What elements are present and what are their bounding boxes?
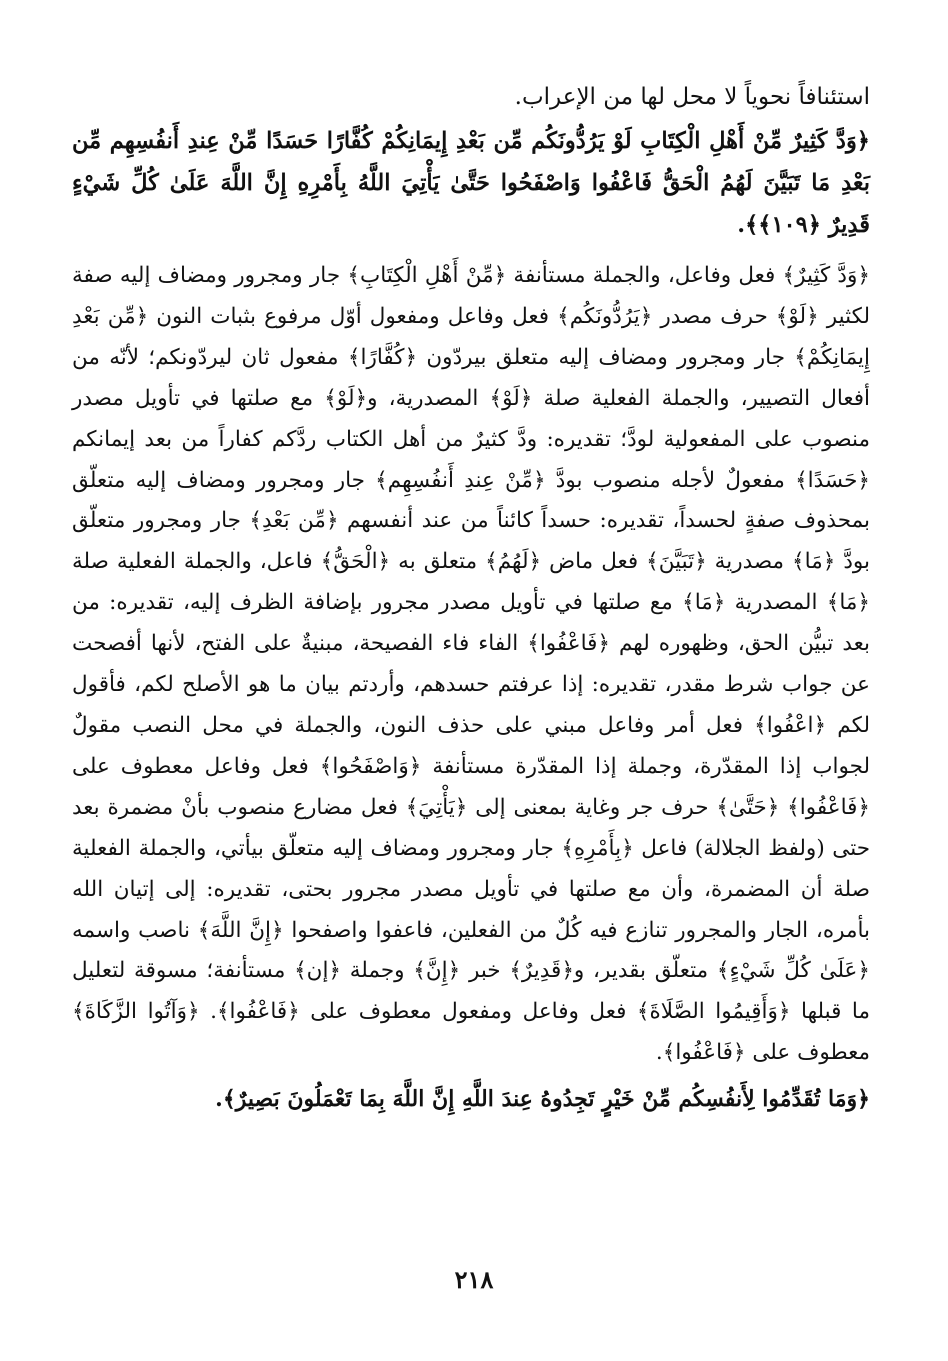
quran-verse-110: ﴿وَمَا تُقَدِّمُوا لِأَنفُسِكُم مِّنْ خَيْرٍ تَجِدُوهُ عِندَ اللَّهِ إِنَّ اللَّهَ بِمَا تَعْمَلُونَ بَصِيرٌ﴾. <box>215 1086 870 1113</box>
intro-line: استئنافاً نحوياً لا محل لها من الإعراب. <box>514 84 870 110</box>
quran-verse-109: ﴿وَدَّ كَثِيرٌ مِّنْ أَهْلِ الْكِتَابِ لَوْ يَرُدُّونَكُم مِّن بَعْدِ إِيمَانِكُمْ كُفَّارًا حَسَدًا مِّنْ عِندِ أَنفُسِهِم مِّن بَعْدِ مَا تَبَيَّنَ لَهُمُ الْحَقُّ فَاعْفُوا وَاصْفَحُوا حَتَّىٰ يَأْتِيَ اللَّهُ بِأَمْرِهِ إِنَّ اللَّهَ عَلَىٰ كُلِّ شَيْءٍ قَدِيرٌ ﴿١٠٩﴾﴾. <box>72 128 870 238</box>
grammar-analysis-paragraph: ﴿وَدَّ كَثِيرٌ﴾ فعل وفاعل، والجملة مستأنفة ﴿مِّنْ أَهْلِ الْكِتَابِ﴾ جار ومجرور ومضاف إليه صفة لكثير ﴿لَوْ﴾ حرف مصدر ﴿يَرُدُّونَكُم﴾ فعل وفاعل ومفعول أوّل مرفوع بثبات النون ﴿مِّن بَعْدِ إِيمَانِكُمْ﴾ جار ومجرور ومضاف إليه متعلق بيردّون ﴿كُفَّارًا﴾ مفعول ثان ليردّونكم؛ لأنّه من أفعال التصيير، والجملة الفعلية صلة ﴿لَوْ﴾ المصدرية، و﴿لَوْ﴾ مع صلتها في تأويل مصدر منصوب على المفعولية لودَّ؛ تقديره: ودَّ كثيرٌ من أهل الكتاب ردَّكم كفاراً من بعد إيمانكم ﴿حَسَدًا﴾ مفعولٌ لأجله منصوب بودَّ ﴿مِّنْ عِندِ أَنفُسِهِم﴾ جار ومجرور ومضاف إليه متعلّق بمحذوف صفةٍ لحسداً، تقديره: حسداً كائناً من عند أنفسهم ﴿مِّن بَعْدِ﴾ جار ومجرور متعلّق بودَّ ﴿مَا﴾ مصدرية ﴿تَبَيَّنَ﴾ فعل ماض ﴿لَهُمُ﴾ متعلق به ﴿الْحَقُّ﴾ فاعل، والجملة الفعلية صلة ﴿مَا﴾ المصدرية ﴿مَا﴾ مع صلتها في تأويل مصدر مجرور بإضافة الظرف إليه، تقديره: من بعد تبيُّن الحق، وظهوره لهم ﴿فَاعْفُوا﴾ الفاء فاء الفصيحة، مبنيةٌ على الفتح، لأنها أفصحت عن جواب شرط مقدر، تقديره: إذا عرفتم حسدهم، وأردتم بيان ما هو الأصلح لكم، فأقول لكم ﴿اعْفُوا﴾ فعل أمر وفاعل مبني على حذف النون، والجملة في محل النصب مقولٌ لجواب إذا المقدّرة، وجملة إذا المقدّرة مستأنفة ﴿وَاصْفَحُوا﴾ فعل وفاعل معطوف على ﴿فَاعْفُوا﴾ ﴿حَتَّىٰ﴾ حرف جر وغاية بمعنى إلى ﴿يَأْتِيَ﴾ فعل مضارع منصوب بأنْ مضمرة بعد حتى (ولفظ الجلالة) فاعل ﴿بِأَمْرِهِ﴾ جار ومجرور ومضاف إليه متعلّق بيأتي، والجملة الفعلية صلة أن المضمرة، وأن مع صلتها في تأويل مصدر مجرور بحتى، تقديره: إلى إتيان الله بأمره، الجار والمجرور تنازع فيه كُلٌ من الفعلين، فاعفوا واصفحوا ﴿إِنَّ اللَّهَ﴾ ناصب واسمه ﴿عَلَىٰ كُلِّ شَيْءٍ﴾ متعلّق بقدير، و﴿قَدِيرٌ﴾ خبر ﴿إِنَّ﴾ وجملة ﴿إن﴾ مستأنفة؛ مسوقة لتعليل ما قبلها ﴿وَأَقِيمُوا الصَّلَاةَ﴾ فعل وفاعل ومفعول معطوف على ﴿فَاعْفُوا﴾. ﴿وَآتُوا الزَّكَاةَ﴾ معطوف على ﴿فَاعْفُوا﴾. <box>72 263 870 1066</box>
page-number: ٢١٨ <box>454 1265 494 1294</box>
